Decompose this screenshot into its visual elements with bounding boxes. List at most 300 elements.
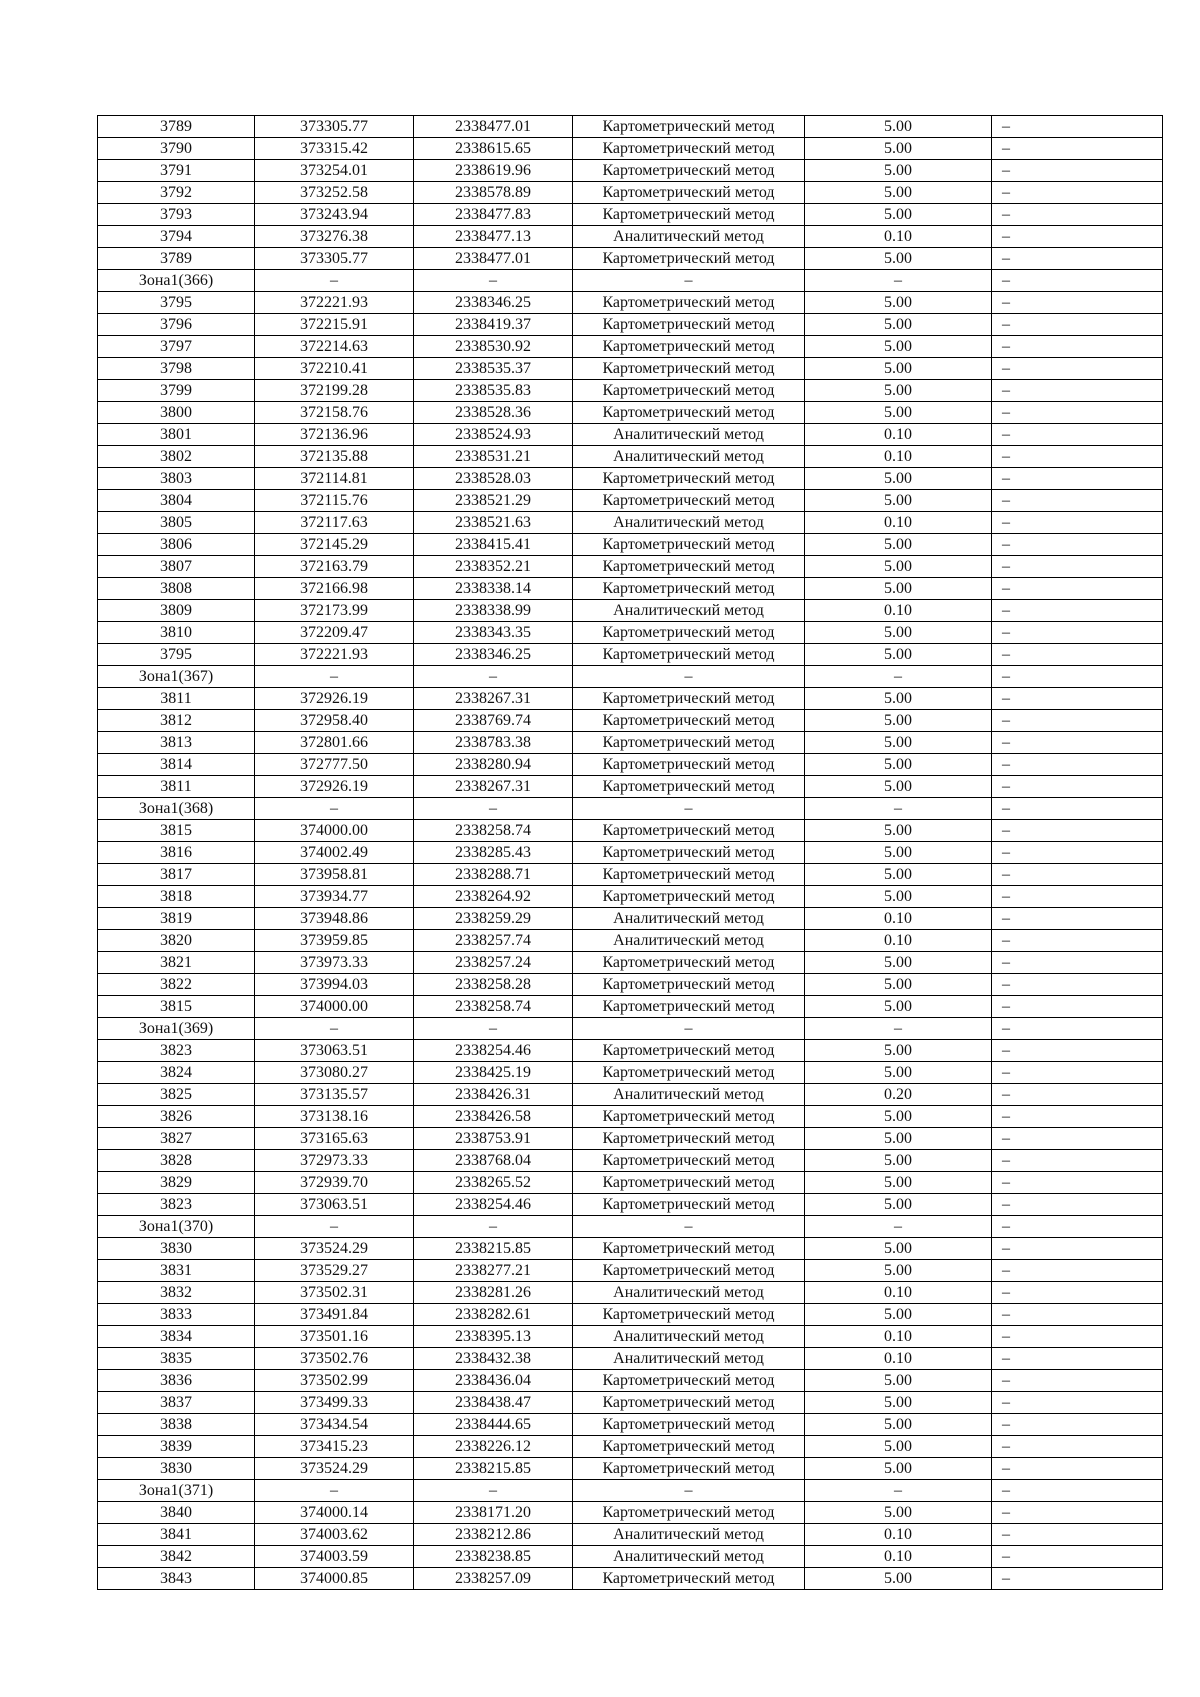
accuracy-cell: 5.00	[805, 1260, 992, 1282]
accuracy-cell: –	[805, 1216, 992, 1238]
accuracy-cell: 5.00	[805, 468, 992, 490]
note-cell: –	[992, 974, 1163, 996]
table-row	[98, 842, 1163, 864]
method-cell: Аналитический метод	[573, 1084, 805, 1106]
y-coordinate-cell: 2338238.85	[414, 1546, 573, 1568]
zone-header-row	[98, 798, 1163, 820]
accuracy-cell: 5.00	[805, 490, 992, 512]
method-cell: Картометрический метод	[573, 1260, 805, 1282]
table-row	[98, 820, 1163, 842]
y-coordinate-cell: 2338444.65	[414, 1414, 573, 1436]
method-cell: Картометрический метод	[573, 754, 805, 776]
point-number-cell: 3803	[98, 468, 255, 490]
zone-label-cell: Зона1(368)	[98, 798, 255, 820]
accuracy-cell: 5.00	[805, 336, 992, 358]
accuracy-cell: 5.00	[805, 1062, 992, 1084]
accuracy-cell: 5.00	[805, 842, 992, 864]
table-row	[98, 864, 1163, 886]
x-coordinate-cell: 372145.29	[255, 534, 414, 556]
y-coordinate-cell: 2338619.96	[414, 160, 573, 182]
accuracy-cell: 5.00	[805, 402, 992, 424]
point-number-cell: 3823	[98, 1040, 255, 1062]
y-coordinate-cell: –	[414, 1018, 573, 1040]
y-coordinate-cell: 2338171.20	[414, 1502, 573, 1524]
x-coordinate-cell: –	[255, 666, 414, 688]
method-cell: Картометрический метод	[573, 1568, 805, 1590]
table-row	[98, 556, 1163, 578]
point-number-cell: 3815	[98, 996, 255, 1018]
accuracy-cell: 0.10	[805, 1348, 992, 1370]
method-cell: Картометрический метод	[573, 1392, 805, 1414]
y-coordinate-cell: 2338226.12	[414, 1436, 573, 1458]
note-cell: –	[992, 138, 1163, 160]
y-coordinate-cell: 2338477.83	[414, 204, 573, 226]
table-row	[98, 116, 1163, 138]
note-cell: –	[992, 864, 1163, 886]
table-row	[98, 710, 1163, 732]
table-row	[98, 974, 1163, 996]
method-cell: Картометрический метод	[573, 248, 805, 270]
method-cell: Картометрический метод	[573, 1128, 805, 1150]
y-coordinate-cell: 2338528.36	[414, 402, 573, 424]
note-cell: –	[992, 666, 1163, 688]
y-coordinate-cell: 2338264.92	[414, 886, 573, 908]
y-coordinate-cell: 2338257.74	[414, 930, 573, 952]
x-coordinate-cell: 372973.33	[255, 1150, 414, 1172]
accuracy-cell: 5.00	[805, 578, 992, 600]
note-cell: –	[992, 226, 1163, 248]
note-cell: –	[992, 402, 1163, 424]
point-number-cell: 3836	[98, 1370, 255, 1392]
accuracy-cell: 5.00	[805, 864, 992, 886]
table-row	[98, 1458, 1163, 1480]
zone-label-cell: Зона1(367)	[98, 666, 255, 688]
method-cell: Картометрический метод	[573, 952, 805, 974]
table-row	[98, 468, 1163, 490]
x-coordinate-cell: 374003.59	[255, 1546, 414, 1568]
y-coordinate-cell: 2338753.91	[414, 1128, 573, 1150]
table-row	[98, 1524, 1163, 1546]
y-coordinate-cell: 2338769.74	[414, 710, 573, 732]
point-number-cell: 3800	[98, 402, 255, 424]
method-cell: Картометрический метод	[573, 1106, 805, 1128]
x-coordinate-cell: –	[255, 1018, 414, 1040]
x-coordinate-cell: 372221.93	[255, 644, 414, 666]
table-row	[98, 1436, 1163, 1458]
x-coordinate-cell: 373958.81	[255, 864, 414, 886]
y-coordinate-cell: –	[414, 1480, 573, 1502]
x-coordinate-cell: 373135.57	[255, 1084, 414, 1106]
note-cell: –	[992, 358, 1163, 380]
method-cell: Аналитический метод	[573, 1348, 805, 1370]
note-cell: –	[992, 1546, 1163, 1568]
table-row	[98, 534, 1163, 556]
note-cell: –	[992, 1040, 1163, 1062]
y-coordinate-cell: 2338425.19	[414, 1062, 573, 1084]
point-number-cell: 3795	[98, 292, 255, 314]
note-cell: –	[992, 1568, 1163, 1590]
point-number-cell: 3842	[98, 1546, 255, 1568]
note-cell: –	[992, 1436, 1163, 1458]
note-cell: –	[992, 1084, 1163, 1106]
method-cell: Аналитический метод	[573, 512, 805, 534]
table-row	[98, 578, 1163, 600]
method-cell: Картометрический метод	[573, 116, 805, 138]
note-cell: –	[992, 182, 1163, 204]
table-row	[98, 1326, 1163, 1348]
note-cell: –	[992, 1106, 1163, 1128]
x-coordinate-cell: 374000.85	[255, 1568, 414, 1590]
point-number-cell: 3833	[98, 1304, 255, 1326]
method-cell: Картометрический метод	[573, 1502, 805, 1524]
point-number-cell: 3805	[98, 512, 255, 534]
zone-header-row	[98, 1480, 1163, 1502]
x-coordinate-cell: 373305.77	[255, 116, 414, 138]
note-cell: –	[992, 776, 1163, 798]
note-cell: –	[992, 336, 1163, 358]
table-row	[98, 1040, 1163, 1062]
x-coordinate-cell: 373502.31	[255, 1282, 414, 1304]
point-number-cell: 3810	[98, 622, 255, 644]
y-coordinate-cell: 2338277.21	[414, 1260, 573, 1282]
y-coordinate-cell: 2338267.31	[414, 776, 573, 798]
accuracy-cell: 5.00	[805, 1502, 992, 1524]
method-cell: Картометрический метод	[573, 1062, 805, 1084]
method-cell: Картометрический метод	[573, 468, 805, 490]
x-coordinate-cell: 372958.40	[255, 710, 414, 732]
method-cell: –	[573, 1480, 805, 1502]
point-number-cell: 3840	[98, 1502, 255, 1524]
y-coordinate-cell: 2338395.13	[414, 1326, 573, 1348]
method-cell: Картометрический метод	[573, 996, 805, 1018]
accuracy-cell: 5.00	[805, 776, 992, 798]
y-coordinate-cell: 2338415.41	[414, 534, 573, 556]
x-coordinate-cell: 373080.27	[255, 1062, 414, 1084]
point-number-cell: 3821	[98, 952, 255, 974]
table-row	[98, 600, 1163, 622]
method-cell: Аналитический метод	[573, 1326, 805, 1348]
x-coordinate-cell: 372166.98	[255, 578, 414, 600]
table-row	[98, 886, 1163, 908]
accuracy-cell: 5.00	[805, 358, 992, 380]
zone-header-row	[98, 270, 1163, 292]
accuracy-cell: 0.10	[805, 446, 992, 468]
y-coordinate-cell: 2338338.14	[414, 578, 573, 600]
method-cell: Аналитический метод	[573, 424, 805, 446]
note-cell: –	[992, 248, 1163, 270]
table-row	[98, 1062, 1163, 1084]
table-row	[98, 732, 1163, 754]
y-coordinate-cell: 2338426.58	[414, 1106, 573, 1128]
method-cell: Картометрический метод	[573, 1172, 805, 1194]
table-row	[98, 1546, 1163, 1568]
note-cell: –	[992, 1304, 1163, 1326]
note-cell: –	[992, 1414, 1163, 1436]
table-row	[98, 402, 1163, 424]
y-coordinate-cell: –	[414, 1216, 573, 1238]
accuracy-cell: 5.00	[805, 820, 992, 842]
accuracy-cell: 5.00	[805, 886, 992, 908]
method-cell: Картометрический метод	[573, 820, 805, 842]
point-number-cell: 3804	[98, 490, 255, 512]
table-row	[98, 380, 1163, 402]
table-row	[98, 688, 1163, 710]
x-coordinate-cell: 373948.86	[255, 908, 414, 930]
accuracy-cell: 5.00	[805, 1392, 992, 1414]
accuracy-cell: 5.00	[805, 1040, 992, 1062]
point-number-cell: 3823	[98, 1194, 255, 1216]
note-cell: –	[992, 490, 1163, 512]
note-cell: –	[992, 820, 1163, 842]
accuracy-cell: 0.10	[805, 1524, 992, 1546]
y-coordinate-cell: 2338265.52	[414, 1172, 573, 1194]
note-cell: –	[992, 1216, 1163, 1238]
x-coordinate-cell: 372926.19	[255, 688, 414, 710]
y-coordinate-cell: 2338426.31	[414, 1084, 573, 1106]
y-coordinate-cell: 2338257.09	[414, 1568, 573, 1590]
table-row	[98, 292, 1163, 314]
note-cell: –	[992, 314, 1163, 336]
point-number-cell: 3819	[98, 908, 255, 930]
x-coordinate-cell: 372135.88	[255, 446, 414, 468]
note-cell: –	[992, 1480, 1163, 1502]
point-number-cell: 3841	[98, 1524, 255, 1546]
accuracy-cell: 5.00	[805, 1128, 992, 1150]
accuracy-cell: –	[805, 1018, 992, 1040]
x-coordinate-cell: 373529.27	[255, 1260, 414, 1282]
coordinates-table	[97, 115, 1163, 1590]
accuracy-cell: 5.00	[805, 1414, 992, 1436]
y-coordinate-cell: 2338768.04	[414, 1150, 573, 1172]
point-number-cell: 3806	[98, 534, 255, 556]
accuracy-cell: 0.10	[805, 908, 992, 930]
method-cell: –	[573, 666, 805, 688]
note-cell: –	[992, 512, 1163, 534]
table-row	[98, 1084, 1163, 1106]
x-coordinate-cell: 374003.62	[255, 1524, 414, 1546]
note-cell: –	[992, 1194, 1163, 1216]
note-cell: –	[992, 556, 1163, 578]
x-coordinate-cell: 372221.93	[255, 292, 414, 314]
x-coordinate-cell: –	[255, 1216, 414, 1238]
method-cell: Картометрический метод	[573, 556, 805, 578]
note-cell: –	[992, 798, 1163, 820]
note-cell: –	[992, 1062, 1163, 1084]
accuracy-cell: 5.00	[805, 160, 992, 182]
point-number-cell: 3811	[98, 688, 255, 710]
note-cell: –	[992, 1502, 1163, 1524]
method-cell: Картометрический метод	[573, 776, 805, 798]
note-cell: –	[992, 1238, 1163, 1260]
point-number-cell: 3794	[98, 226, 255, 248]
y-coordinate-cell: 2338432.38	[414, 1348, 573, 1370]
x-coordinate-cell: 373276.38	[255, 226, 414, 248]
method-cell: Картометрический метод	[573, 578, 805, 600]
y-coordinate-cell: 2338352.21	[414, 556, 573, 578]
y-coordinate-cell: 2338282.61	[414, 1304, 573, 1326]
accuracy-cell: 5.00	[805, 182, 992, 204]
note-cell: –	[992, 380, 1163, 402]
note-cell: –	[992, 116, 1163, 138]
method-cell: Картометрический метод	[573, 886, 805, 908]
point-number-cell: 3812	[98, 710, 255, 732]
point-number-cell: 3824	[98, 1062, 255, 1084]
method-cell: Аналитический метод	[573, 1282, 805, 1304]
table-row	[98, 754, 1163, 776]
table-row	[98, 490, 1163, 512]
accuracy-cell: 5.00	[805, 996, 992, 1018]
note-cell: –	[992, 1326, 1163, 1348]
method-cell: Картометрический метод	[573, 490, 805, 512]
note-cell: –	[992, 644, 1163, 666]
method-cell: –	[573, 1018, 805, 1040]
accuracy-cell: 5.00	[805, 952, 992, 974]
x-coordinate-cell: 373524.29	[255, 1238, 414, 1260]
point-number-cell: 3808	[98, 578, 255, 600]
accuracy-cell: 0.20	[805, 1084, 992, 1106]
accuracy-cell: 0.10	[805, 1546, 992, 1568]
y-coordinate-cell: 2338535.83	[414, 380, 573, 402]
x-coordinate-cell: 372117.63	[255, 512, 414, 534]
y-coordinate-cell: 2338521.63	[414, 512, 573, 534]
point-number-cell: 3826	[98, 1106, 255, 1128]
method-cell: Картометрический метод	[573, 138, 805, 160]
method-cell: Аналитический метод	[573, 600, 805, 622]
accuracy-cell: –	[805, 1480, 992, 1502]
x-coordinate-cell: 373252.58	[255, 182, 414, 204]
accuracy-cell: –	[805, 798, 992, 820]
table-row	[98, 446, 1163, 468]
table-row	[98, 160, 1163, 182]
method-cell: Аналитический метод	[573, 1524, 805, 1546]
note-cell: –	[992, 710, 1163, 732]
x-coordinate-cell: –	[255, 270, 414, 292]
method-cell: Картометрический метод	[573, 1194, 805, 1216]
table-row	[98, 622, 1163, 644]
accuracy-cell: 5.00	[805, 1304, 992, 1326]
y-coordinate-cell: 2338783.38	[414, 732, 573, 754]
point-number-cell: 3791	[98, 160, 255, 182]
y-coordinate-cell: 2338524.93	[414, 424, 573, 446]
table-row	[98, 908, 1163, 930]
accuracy-cell: 5.00	[805, 380, 992, 402]
x-coordinate-cell: 373524.29	[255, 1458, 414, 1480]
point-number-cell: 3813	[98, 732, 255, 754]
y-coordinate-cell: 2338338.99	[414, 600, 573, 622]
note-cell: –	[992, 160, 1163, 182]
method-cell: Картометрический метод	[573, 380, 805, 402]
point-number-cell: 3818	[98, 886, 255, 908]
table-row	[98, 1150, 1163, 1172]
zone-header-row	[98, 666, 1163, 688]
x-coordinate-cell: 373254.01	[255, 160, 414, 182]
table-row	[98, 512, 1163, 534]
table-row	[98, 1370, 1163, 1392]
method-cell: Картометрический метод	[573, 358, 805, 380]
accuracy-cell: 5.00	[805, 1568, 992, 1590]
document-page	[97, 115, 1162, 1590]
y-coordinate-cell: –	[414, 798, 573, 820]
y-coordinate-cell: 2338438.47	[414, 1392, 573, 1414]
x-coordinate-cell: 372939.70	[255, 1172, 414, 1194]
point-number-cell: 3801	[98, 424, 255, 446]
y-coordinate-cell: 2338477.01	[414, 248, 573, 270]
x-coordinate-cell: 373243.94	[255, 204, 414, 226]
accuracy-cell: 5.00	[805, 116, 992, 138]
zone-label-cell: Зона1(369)	[98, 1018, 255, 1040]
method-cell: Картометрический метод	[573, 864, 805, 886]
note-cell: –	[992, 1348, 1163, 1370]
x-coordinate-cell: –	[255, 1480, 414, 1502]
point-number-cell: 3789	[98, 248, 255, 270]
accuracy-cell: 5.00	[805, 292, 992, 314]
y-coordinate-cell: 2338280.94	[414, 754, 573, 776]
x-coordinate-cell: 372115.76	[255, 490, 414, 512]
y-coordinate-cell: 2338477.01	[414, 116, 573, 138]
x-coordinate-cell: 372214.63	[255, 336, 414, 358]
method-cell: Картометрический метод	[573, 204, 805, 226]
x-coordinate-cell: 373959.85	[255, 930, 414, 952]
table-row	[98, 1414, 1163, 1436]
y-coordinate-cell: 2338530.92	[414, 336, 573, 358]
table-row	[98, 1128, 1163, 1150]
table-row	[98, 358, 1163, 380]
note-cell: –	[992, 1128, 1163, 1150]
y-coordinate-cell: 2338346.25	[414, 644, 573, 666]
y-coordinate-cell: 2338258.28	[414, 974, 573, 996]
y-coordinate-cell: 2338281.26	[414, 1282, 573, 1304]
note-cell: –	[992, 622, 1163, 644]
x-coordinate-cell: 374000.00	[255, 996, 414, 1018]
note-cell: –	[992, 1150, 1163, 1172]
y-coordinate-cell: 2338212.86	[414, 1524, 573, 1546]
accuracy-cell: 5.00	[805, 1106, 992, 1128]
table-row	[98, 644, 1163, 666]
accuracy-cell: 5.00	[805, 974, 992, 996]
x-coordinate-cell: 373994.03	[255, 974, 414, 996]
point-number-cell: 3828	[98, 1150, 255, 1172]
method-cell: Картометрический метод	[573, 314, 805, 336]
accuracy-cell: 0.10	[805, 1282, 992, 1304]
method-cell: Аналитический метод	[573, 908, 805, 930]
accuracy-cell: 5.00	[805, 556, 992, 578]
note-cell: –	[992, 292, 1163, 314]
table-row	[98, 1260, 1163, 1282]
point-number-cell: 3839	[98, 1436, 255, 1458]
method-cell: Картометрический метод	[573, 974, 805, 996]
method-cell: Картометрический метод	[573, 292, 805, 314]
point-number-cell: 3815	[98, 820, 255, 842]
y-coordinate-cell: 2338257.24	[414, 952, 573, 974]
accuracy-cell: 5.00	[805, 314, 992, 336]
table-row	[98, 776, 1163, 798]
point-number-cell: 3835	[98, 1348, 255, 1370]
table-row	[98, 336, 1163, 358]
accuracy-cell: 5.00	[805, 710, 992, 732]
method-cell: Картометрический метод	[573, 160, 805, 182]
zone-label-cell: Зона1(371)	[98, 1480, 255, 1502]
point-number-cell: 3837	[98, 1392, 255, 1414]
table-row	[98, 1348, 1163, 1370]
method-cell: –	[573, 798, 805, 820]
x-coordinate-cell: –	[255, 798, 414, 820]
y-coordinate-cell: 2338419.37	[414, 314, 573, 336]
y-coordinate-cell: 2338215.85	[414, 1458, 573, 1480]
method-cell: –	[573, 270, 805, 292]
method-cell: Картометрический метод	[573, 1458, 805, 1480]
x-coordinate-cell: 372158.76	[255, 402, 414, 424]
accuracy-cell: 5.00	[805, 1194, 992, 1216]
